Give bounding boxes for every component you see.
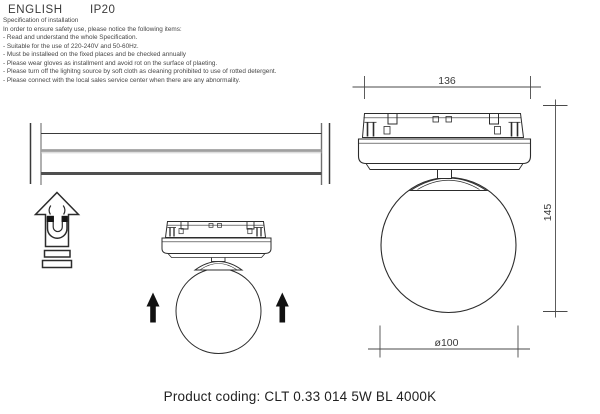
spec-item: - Please wear gloves as installment and avoid rot on the surface of plaeting. [3, 59, 218, 67]
magnet-pole-left [47, 216, 54, 222]
dimension-width-label: 136 [438, 75, 456, 87]
stack-segment [43, 261, 72, 268]
globe-diffuser [381, 178, 516, 313]
body-lip [366, 164, 523, 170]
globe-collar [411, 178, 487, 191]
dimension-height-label: 145 [542, 203, 554, 222]
body-lip [168, 254, 265, 258]
spec-title: Specification of installation [3, 17, 79, 24]
spec-item: - Please connect with the local sales service center when there are any abnormality. [3, 76, 241, 84]
globe-diffuser [176, 269, 261, 354]
dimension-diameter-label: ø100 [434, 337, 459, 349]
magnet-adapter [166, 222, 266, 238]
product-coding-caption: Product coding: CLT 0.33 014 5W BL 4000K [163, 389, 437, 404]
driver-body [162, 238, 271, 254]
spec-intro: In order to ensure safety use, please notice the following items: [3, 25, 182, 33]
track-rail-drawing [31, 123, 330, 185]
fixture-dimension-view [359, 114, 531, 313]
spec-item: - Must be installeed on the fixed places and be checked annually [3, 51, 186, 58]
ip-rating-label: IP20 [90, 4, 116, 16]
stack-segment [45, 251, 71, 258]
magnet-field-mark-left [49, 206, 51, 215]
push-up-arrow-icon [147, 293, 160, 323]
spec-item: - Please turn off the lighitng source by soft cloth as cleaning prohibited to use of rotted detergent. [3, 68, 277, 75]
spec-item: - Suitable for the use of 220-240V and 50-60Hz. [3, 42, 139, 50]
magnet-pole-right [62, 216, 68, 222]
fixture-installation-view [162, 222, 271, 354]
magnet-field-mark-right [63, 206, 65, 215]
push-up-arrow-icon [276, 293, 289, 323]
driver-body [359, 139, 531, 164]
language-label: ENGLISH [8, 4, 63, 16]
horseshoe-magnet-inner [53, 217, 62, 232]
magnet-up-arrow-icon [36, 193, 79, 268]
spec-item: - Read and understand the whole Specification. [3, 34, 138, 41]
